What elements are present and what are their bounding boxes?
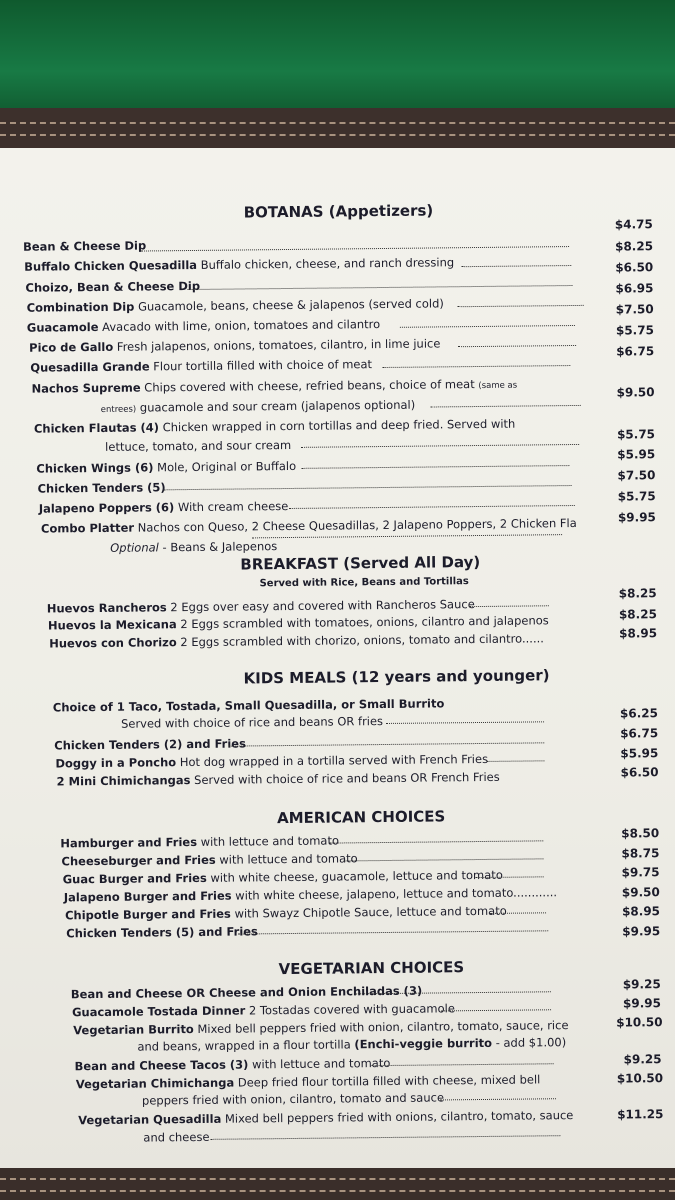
- stitching: [0, 134, 675, 136]
- menu-item: Huevos con Chorizo 2 Eggs scrambled with chorizo, onions, tomato and cilantro......: [49, 631, 544, 651]
- menu-item: Chicken Wings (6) Mole, Original or Buffalo: [36, 458, 297, 476]
- stitching: [0, 1178, 675, 1180]
- section-title-vegetarian: VEGETARIAN CHOICES: [278, 958, 465, 979]
- item-price: $7.50: [617, 468, 656, 483]
- item-price: $5.75: [616, 427, 656, 442]
- menu-item: Bean and Cheese OR Cheese and Onion Enchiladas (3): [70, 983, 423, 1002]
- menu-item: Combination Dip Guacamole, beans, cheese & jalapenos (served cold): [26, 296, 444, 315]
- item-price: $11.25: [617, 1107, 664, 1122]
- stitching: [0, 1190, 675, 1192]
- stitching: [0, 122, 675, 124]
- menu-cover-bottom: [0, 1168, 675, 1200]
- item-price: $5.95: [620, 746, 659, 761]
- item-price: $9.50: [616, 385, 655, 400]
- item-price: $9.75: [621, 865, 660, 880]
- item-price: $5.75: [615, 323, 654, 338]
- item-price: $6.50: [615, 260, 654, 275]
- menu-item: Chicken Tenders (5): [37, 480, 166, 496]
- section-subtitle: Served with Rice, Beans and Tortillas: [259, 576, 469, 590]
- item-price: $8.95: [619, 626, 658, 641]
- item-price: $8.25: [618, 586, 657, 601]
- menu-item: Choizo, Bean & Cheese Dip: [25, 278, 201, 295]
- menu-item: Chicken Flautas (4) Chicken wrapped in corn tortillas and deep fried. Served with: [33, 416, 516, 436]
- item-price: $7.50: [615, 302, 654, 317]
- section-title-kids: KIDS MEALS (12 years and younger): [243, 666, 550, 688]
- menu-item: Huevos Rancheros 2 Eggs over easy and covered with Rancheros Sauce: [46, 597, 475, 616]
- menu-item: Bean & Cheese Dip: [22, 238, 147, 254]
- menu-item: Huevos la Mexicana 2 Eggs scrambled with tomatoes, onions, cilantro and jalapenos: [47, 613, 549, 633]
- menu-item: Buffalo Chicken Quesadilla Buffalo chicken, cheese, and ranch dressing: [24, 255, 455, 274]
- menu-item: Vegetarian Burrito Mixed bell peppers fried with onion, cilantro, tomato, sauce, rice: [73, 1018, 569, 1038]
- item-price: $6.75: [616, 344, 655, 359]
- item-price: $6.95: [615, 281, 654, 296]
- item-price: $6.50: [620, 765, 659, 780]
- menu-item: Choice of 1 Taco, Tostada, Small Quesadilla, or Small Burrito: [52, 696, 445, 715]
- menu-item: Hamburger and Fries with lettuce and tomato: [60, 833, 340, 851]
- item-price: $8.25: [618, 607, 657, 622]
- menu-item: Nachos Supreme Chips covered with cheese, refried beans, choice of meat (same as: [31, 377, 518, 396]
- menu-item-continued: Optional - Beans & Jalepenos: [110, 539, 278, 555]
- menu-item: Vegetarian Chimichanga Deep fried flour tortilla filled with cheese, mixed bell: [75, 1072, 541, 1092]
- menu-item: Guac Burger and Fries with white cheese, guacamole, lettuce and tomato: [62, 867, 503, 887]
- menu-item-continued: entrees) guacamole and sour cream (jalapenos optional): [100, 397, 416, 415]
- item-price: $6.75: [620, 726, 659, 741]
- item-price: $6.25: [619, 706, 658, 721]
- menu-item: Chicken Tenders (2) and Fries: [54, 736, 246, 753]
- menu-item: Pico de Gallo Fresh jalapenos, onions, tomatoes, cilantro, in lime juice: [29, 336, 441, 355]
- item-price: $5.95: [617, 447, 656, 462]
- section-title-breakfast: BREAKFAST (Served All Day): [240, 552, 481, 574]
- menu-item-continued: Served with choice of rice and beans OR fries: [120, 714, 384, 731]
- menu-item: Combo Platter Nachos con Queso, 2 Cheese Quesadillas, 2 Jalapeno Poppers, 2 Chicken Fla: [40, 515, 577, 536]
- item-price: $9.95: [622, 924, 661, 939]
- item-price: $10.50: [616, 1015, 663, 1030]
- item-price: $5.75: [617, 489, 656, 504]
- menu-item: Chipotle Burger and Fries with Swayz Chipotle Sauce, lettuce and tomato: [64, 903, 507, 923]
- menu-item-continued: lettuce, tomato, and sour cream: [105, 437, 292, 454]
- item-price: $9.25: [623, 1052, 662, 1067]
- menu-page: [0, 148, 675, 1170]
- section-title-american: AMERICAN CHOICES: [276, 807, 446, 828]
- item-price: $9.95: [622, 996, 662, 1011]
- menu-item-continued: and beans, wrapped in a flour tortilla (Enchi-veggie burrito - add $1.00): [137, 1035, 567, 1054]
- item-price: $8.75: [621, 846, 660, 861]
- menu-item: Vegetarian Quesadilla Mixed bell peppers fried with onions, cilantro, tomato, sauce: [78, 1108, 574, 1128]
- menu-item: 2 Mini Chimichangas Served with choice of rice and beans OR French Fries: [56, 769, 500, 789]
- menu-item: Jalapeno Poppers (6) With cream cheese: [38, 499, 289, 516]
- section-title-appetizers: BOTANAS (Appetizers): [243, 201, 434, 222]
- menu-item: Cheeseburger and Fries with lettuce and tomato: [61, 851, 358, 869]
- item-price: $8.50: [621, 826, 660, 841]
- menu-item: Bean and Cheese Tacos (3) with lettuce and tomato: [74, 1055, 391, 1074]
- item-price: $8.25: [614, 239, 654, 254]
- item-price: $9.25: [622, 977, 661, 992]
- menu-item: Doggy in a Poncho Hot dog wrapped in a tortilla served with French Fries: [55, 751, 489, 771]
- menu-item: Guacamole Avacado with lime, onion, tomatoes and cilantro: [26, 317, 381, 335]
- menu-item-continued: peppers fried with onion, cilantro, tomato and sauce: [141, 1090, 445, 1108]
- menu-item-continued: and cheese: [143, 1129, 210, 1145]
- item-price: $10.50: [616, 1071, 664, 1086]
- item-price: $9.50: [621, 885, 660, 900]
- menu-item: Chicken Tenders (5) and Fries: [66, 924, 258, 941]
- item-price: $8.95: [621, 904, 661, 919]
- item-price: $9.95: [617, 510, 656, 525]
- menu-item: Quesadilla Grande Flour tortilla filled with choice of meat: [30, 357, 373, 375]
- menu-item: Jalapeno Burger and Fries with white cheese, jalapeno, lettuce and tomato............: [63, 885, 558, 905]
- item-price: $4.75: [614, 217, 653, 232]
- menu-item: Guacamole Tostada Dinner 2 Tostadas covered with guacamole: [71, 1001, 455, 1020]
